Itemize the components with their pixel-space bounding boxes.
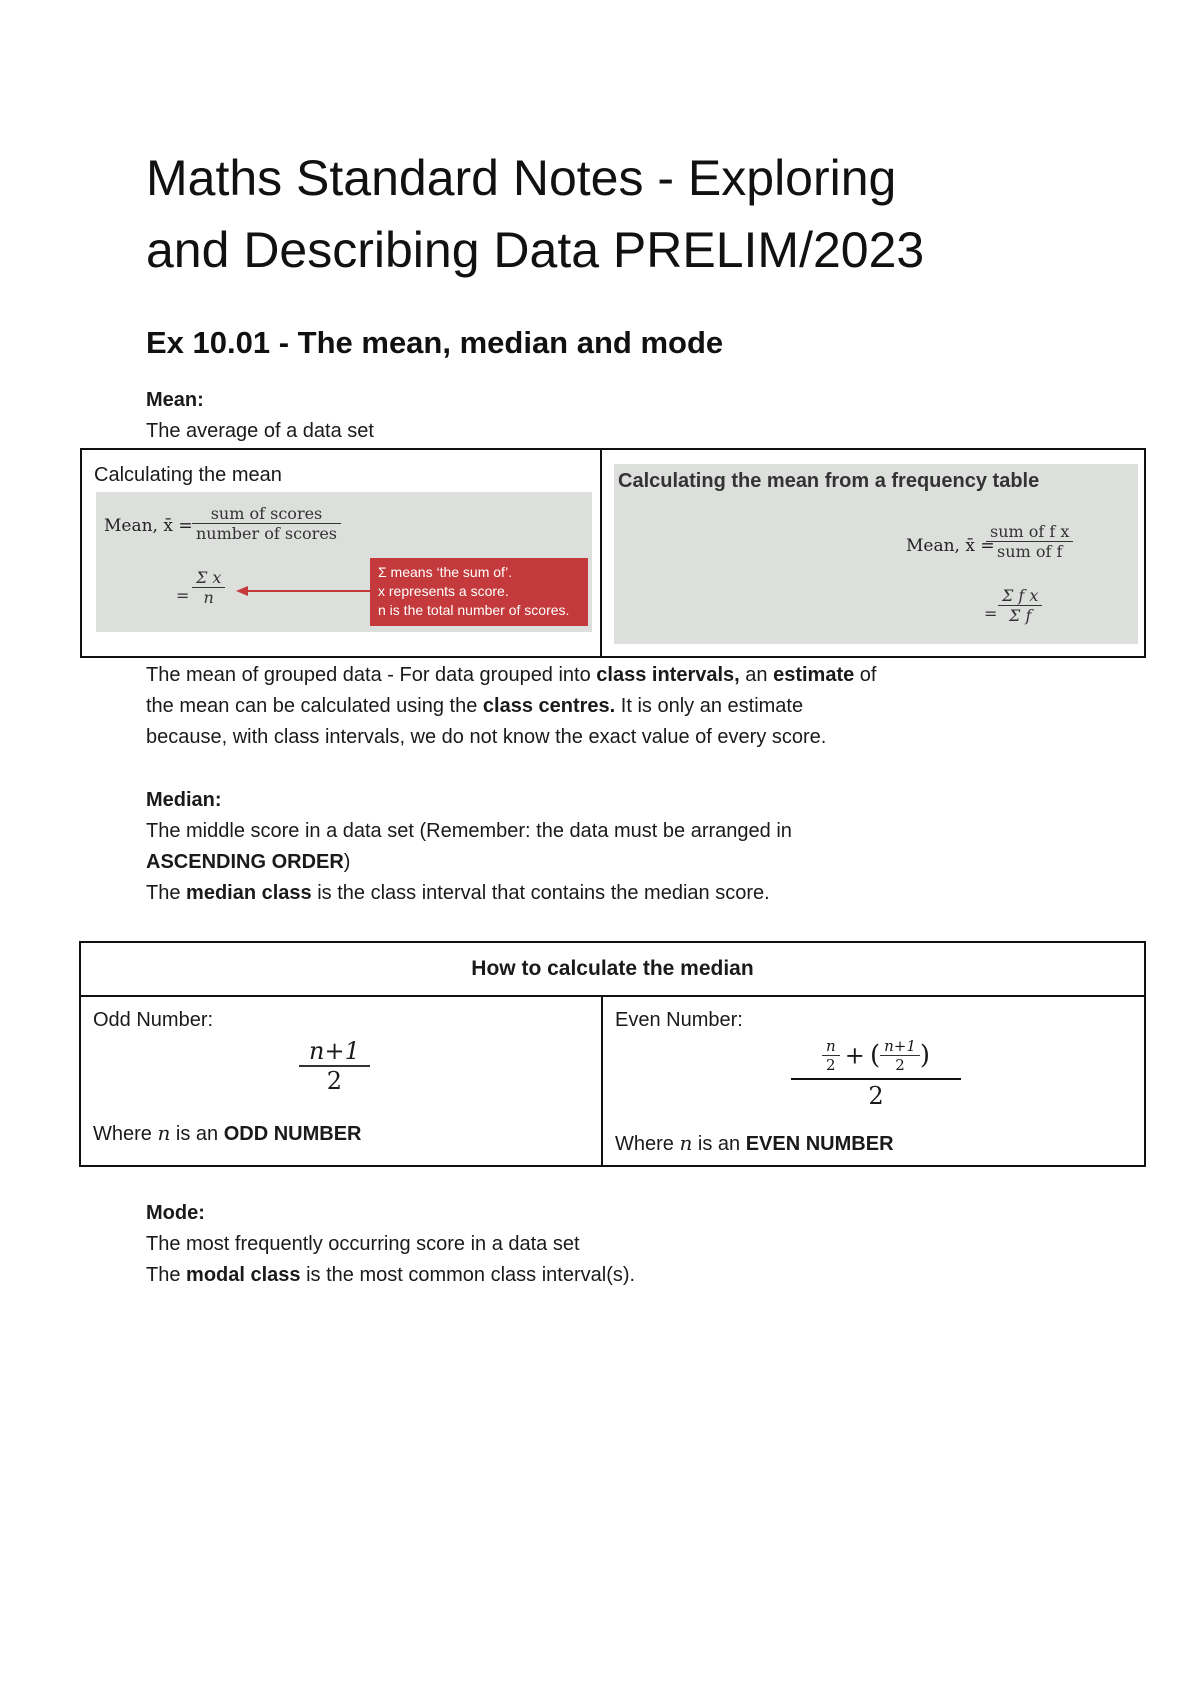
bold-run: modal class (186, 1264, 301, 1286)
mean-caption: Calculating the mean (94, 464, 282, 486)
frequency-fraction-symbols (998, 586, 1042, 625)
text-run: Where (615, 1133, 680, 1155)
frequency-fraction-words (986, 522, 1073, 561)
explanation-line: Σ means ‘the sum of’. (378, 564, 513, 580)
fraction-denominator: number of scores (196, 524, 337, 543)
text-run: an (739, 664, 774, 686)
fraction-numerator: n (822, 1037, 840, 1056)
mode-definition (146, 1229, 1126, 1291)
mean-label: Mean: (146, 389, 204, 411)
text-run: of (854, 664, 877, 686)
odd-where-text (93, 1121, 362, 1146)
text-run: the mean can be calculated using the (146, 695, 483, 717)
table-divider (601, 997, 603, 1165)
median-table-heading: How to calculate the median (81, 943, 1144, 997)
text-run: It is only an estimate (615, 695, 804, 717)
text-run: The mean of grouped data - For data grouped into (146, 664, 597, 686)
bold-run: estimate (773, 664, 855, 686)
fraction-numerator (791, 1037, 961, 1080)
equals-sign: = (176, 586, 190, 605)
bold-run: class intervals, (596, 664, 740, 686)
frequency-mean-lhs: Mean, x̄ = (906, 536, 995, 556)
bold-run: median class (186, 882, 312, 904)
fraction-denominator: n (203, 588, 214, 607)
mean-fraction-symbols (192, 568, 225, 607)
text-run: The (146, 1264, 187, 1286)
section-heading: Ex 10.01 - The mean, median and mode (146, 325, 724, 360)
title-line-1: Maths Standard Notes - Exploring (146, 150, 897, 206)
text-run: is an (692, 1133, 746, 1155)
mean-fraction-words (192, 504, 341, 543)
explanation-line: n is the total number of scores. (378, 602, 570, 618)
median-definition (146, 816, 1126, 909)
text-run: Where (93, 1123, 158, 1145)
even-where-text (615, 1131, 894, 1156)
fraction-numerator: sum of scores (192, 504, 341, 524)
odd-median-fraction (299, 1037, 370, 1095)
fraction-denominator: 2 (868, 1082, 884, 1110)
text-run: The middle score in a data set (Remember: the data must be arranged in (146, 820, 792, 842)
bold-run: ODD NUMBER (223, 1123, 362, 1145)
text-run: The (146, 882, 187, 904)
page-title (146, 142, 1086, 286)
text-run: because, with class intervals, we do not know the exact value of every score. (146, 726, 827, 748)
explanation-line: x represents a score. (378, 583, 509, 599)
fraction-denominator: 2 (826, 1056, 836, 1074)
fraction-numerator: n+1 (299, 1037, 370, 1067)
bold-run: ASCENDING ORDER (146, 851, 344, 873)
odd-number-label: Odd Number: (93, 1009, 214, 1031)
variable-n: n (679, 1131, 693, 1155)
even-median-fraction (791, 1037, 961, 1110)
median-label: Median: (146, 789, 222, 811)
right-paren: ) (919, 1040, 931, 1071)
fraction-numerator: Σ x (192, 568, 225, 588)
median-formula-table (79, 941, 1146, 1167)
mean-definition: The average of a data set (146, 420, 374, 442)
even-number-label: Even Number: (615, 1009, 743, 1031)
fraction-denominator: Σ f (1009, 606, 1032, 625)
equals-sign: = (984, 604, 998, 623)
fraction-denominator: 2 (326, 1067, 343, 1095)
title-line-2: and Describing Data PRELIM/2023 (146, 222, 925, 278)
fraction-numerator: Σ f x (998, 586, 1042, 606)
plus-sign: + (844, 1041, 865, 1070)
n-plus-1-over-2 (880, 1037, 920, 1074)
left-paren: ( (869, 1040, 881, 1071)
grouped-data-paragraph (146, 660, 1106, 753)
n-over-2 (822, 1037, 840, 1074)
arrow-icon (236, 584, 370, 598)
bold-run: EVEN NUMBER (745, 1133, 894, 1155)
sigma-explanation-box (370, 558, 588, 626)
fraction-numerator: sum of f x (986, 522, 1073, 542)
fraction-numerator: n+1 (880, 1037, 920, 1056)
table-divider (600, 450, 602, 656)
frequency-mean-image (614, 464, 1138, 644)
text-run: is the most common class interval(s). (300, 1264, 636, 1286)
text-run: ) (343, 851, 351, 873)
bold-run: class centres. (482, 695, 616, 717)
fraction-denominator: sum of f (997, 542, 1063, 561)
text-run: is an (170, 1123, 224, 1145)
text-run: The most frequently occurring score in a data set (146, 1233, 580, 1255)
frequency-caption: Calculating the mean from a frequency table (618, 470, 1040, 492)
text-run: is the class interval that contains the median score. (311, 882, 770, 904)
mean-formula-table (80, 448, 1146, 658)
fraction-denominator: 2 (895, 1056, 905, 1074)
mean-lhs: Mean, x̄ = (104, 516, 193, 536)
mean-formula-image (96, 492, 592, 632)
mode-label: Mode: (146, 1202, 205, 1224)
variable-n: n (157, 1121, 171, 1145)
